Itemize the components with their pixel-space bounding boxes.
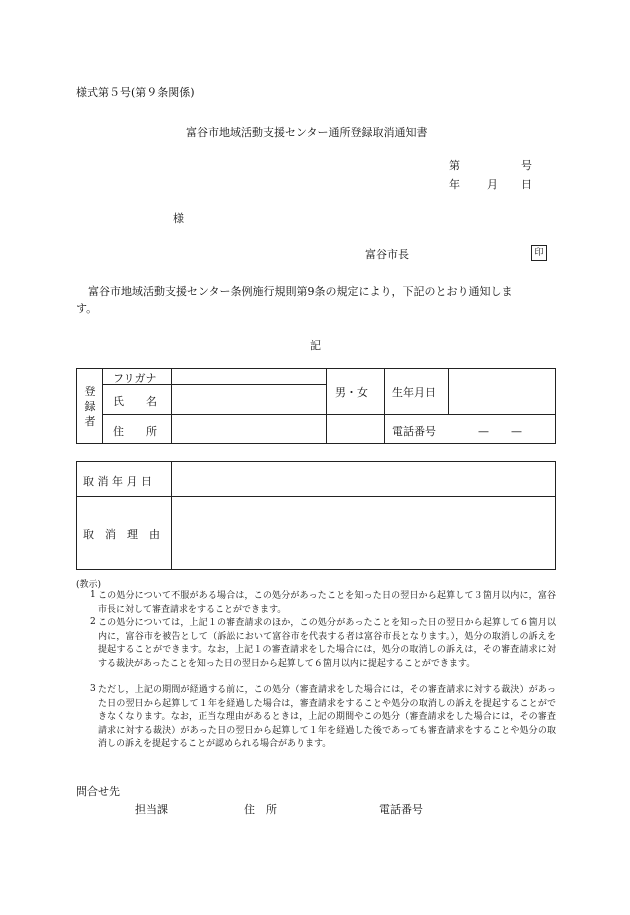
notes-heading: (教示) <box>76 580 102 590</box>
date-day: 日 <box>521 178 532 191</box>
note-text: ただし，上記の期間が経過する前に，この処分（審査請求をした場合には，その審査請求に対する裁決）があった日の翌日から起算して１年を経過した場合は，審査請求をすることや処分の取消しの訴えを提起することができなくなります。なお，正当な理由があるときは，上記の期間やこの処分（審査請求をした場合には，その審査請求に対する裁決）があった日の翌日から起算して１年を経過した後であっても審査請求をすることや処分の取消しの訴えを提起することが認められる場合があります。 <box>98 685 556 749</box>
note-text: この処分について不服がある場合は，この処分があったことを知った日の翌日から起算して３箇月以内に，富谷市長に対して審査請求をすることができます。 <box>98 591 556 615</box>
note-text: この処分については，上記１の審査請求のほか，この処分があったことを知った日の翌日から起算して６箇月以内に，富谷市を被告として（訴訟において富谷市を代表する者は富谷市長となります。），処分の取消しの訴えを提起することができます。なお，上記１の審査請求をした場合には，処分の取消しの訴えは，その審査請求に対する裁決があったことを知った日の翌日から起算して６箇月以内に提起することができます。 <box>98 618 556 669</box>
cancel-reason-label: 取 消 理 由 <box>83 528 160 541</box>
form-number: 様式第５号(第９条関係) <box>76 86 195 99</box>
contact-address: 住 所 <box>244 803 277 816</box>
contact-heading: 問合せ先 <box>76 785 120 798</box>
address-label: 住 所 <box>113 425 157 438</box>
name-label: 氏 名 <box>113 395 157 408</box>
cancel-date-label: 取 消 年 月 日 <box>83 475 152 488</box>
note-number: 2 <box>90 617 96 627</box>
contact-dept: 担当課 <box>135 803 168 816</box>
addressee-suffix: 様 <box>173 212 184 225</box>
document-title: 富谷市地域活動支援センター通所登録取消通知書 <box>186 126 428 139</box>
doc-number-prefix: 第 <box>449 159 460 172</box>
doc-number-suffix: 号 <box>521 159 532 172</box>
gender-label: 男・女 <box>335 386 368 399</box>
ki-heading: 記 <box>310 339 321 352</box>
birthdate-label: 生年月日 <box>392 386 436 399</box>
contact-phone: 電話番号 <box>379 803 423 816</box>
phone-placeholder: — — <box>478 425 522 438</box>
issuer-name: 富谷市長 <box>365 248 409 261</box>
date-year: 年 <box>449 178 460 191</box>
date-month: 月 <box>487 178 498 191</box>
phone-label: 電話番号 <box>392 425 436 438</box>
furigana-label: フリガナ <box>113 372 157 385</box>
note-number: 3 <box>90 684 96 694</box>
note-number: 1 <box>90 590 96 600</box>
seal-stamp: 印 <box>531 245 547 261</box>
body-text-line1: 富谷市地域活動支援センター条例施行規則第9条の規定により，下記のとおり通知しま <box>88 285 513 298</box>
registrant-label: 登 録 者 <box>84 385 96 428</box>
body-text-line2: す。 <box>76 302 98 315</box>
